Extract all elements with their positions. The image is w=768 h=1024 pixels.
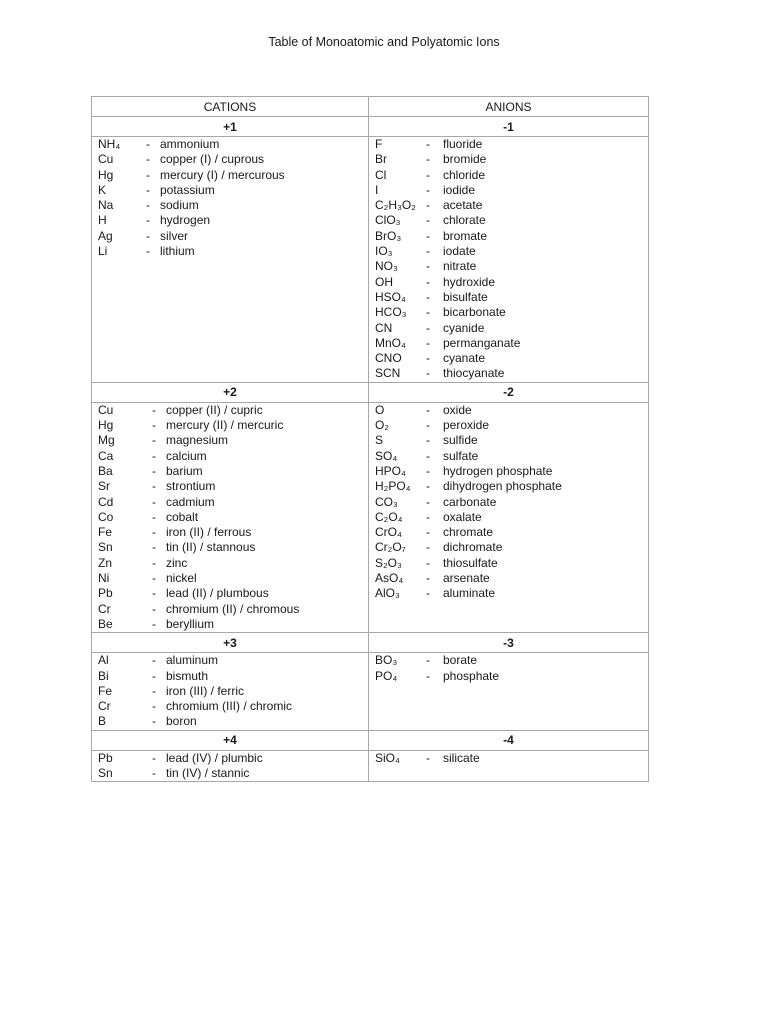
separator-dash: - <box>426 540 430 555</box>
ion-name: ammonium <box>160 137 220 151</box>
anion-entry <box>375 244 642 259</box>
separator-dash: - <box>426 653 430 668</box>
cation-entry <box>98 510 362 525</box>
ion-name: magnesium <box>166 433 229 448</box>
separator-dash: - <box>426 351 430 366</box>
ion-symbol: IO₃ <box>375 244 393 259</box>
cation-entry <box>98 669 362 684</box>
ion-name: fluoride <box>443 137 483 151</box>
separator-dash: - <box>426 509 430 524</box>
separator-dash: - <box>152 525 156 540</box>
ion-name: bisulfate <box>443 289 488 304</box>
anion-entry <box>375 183 642 198</box>
ion-symbol: Cu <box>98 402 114 417</box>
ion-name: bromate <box>443 228 488 243</box>
cation-entry <box>98 403 362 418</box>
ion-symbol: OH <box>375 274 393 289</box>
ion-name: cadmium <box>166 494 215 509</box>
separator-dash: - <box>152 479 156 494</box>
ion-name: silver <box>160 228 189 243</box>
ion-name: boron <box>166 714 197 729</box>
anion-entry <box>375 571 642 586</box>
ion-name: calcium <box>166 448 207 463</box>
ion-symbol: Cl <box>375 167 387 182</box>
anion-list <box>369 402 649 632</box>
ion-name: chlorate <box>443 213 486 228</box>
separator-dash: - <box>152 509 156 524</box>
cation-entry <box>98 213 362 228</box>
ion-name: permanganate <box>443 335 521 350</box>
ion-list-row <box>92 750 649 782</box>
anion-list <box>369 750 649 782</box>
cation-entry <box>98 571 362 586</box>
ion-name: tin (II) / stannous <box>166 540 256 555</box>
ion-name: iodate <box>443 244 476 259</box>
ion-name: hydrogen <box>160 213 211 228</box>
ion-name: zinc <box>166 555 188 570</box>
cation-entry <box>98 168 362 183</box>
ion-name: iron (III) / ferric <box>166 683 245 698</box>
cation-charge-label: +3 <box>92 633 369 653</box>
cation-entry <box>98 433 362 448</box>
anion-entry <box>375 229 642 244</box>
separator-dash: - <box>426 555 430 570</box>
cations-header: CATIONS <box>92 97 369 117</box>
ion-symbol: H <box>98 213 107 228</box>
ion-name: chromate <box>443 525 494 540</box>
ion-name: barium <box>166 463 203 478</box>
ion-symbol: AsO₄ <box>375 571 404 586</box>
charge-row <box>92 730 649 750</box>
separator-dash: - <box>426 137 430 151</box>
ion-symbol: Ba <box>98 463 113 478</box>
anion-entry <box>375 137 642 152</box>
ion-name: peroxide <box>443 418 490 433</box>
ions-table <box>91 96 649 782</box>
separator-dash: - <box>146 244 150 259</box>
ion-name: sulfate <box>443 448 479 463</box>
ion-symbol: S₂O₃ <box>375 555 402 570</box>
anion-entry <box>375 556 642 571</box>
separator-dash: - <box>152 586 156 601</box>
ion-symbol: Cd <box>98 494 114 509</box>
cation-entry <box>98 137 362 152</box>
anion-entry <box>375 351 642 366</box>
separator-dash: - <box>152 714 156 729</box>
ion-symbol: Na <box>98 198 114 213</box>
anion-list <box>369 653 649 730</box>
ion-symbol: Ca <box>98 448 114 463</box>
cation-entry <box>98 229 362 244</box>
ion-symbol: HCO₃ <box>375 305 407 320</box>
ion-symbol: Ni <box>98 571 110 586</box>
anion-entry <box>375 751 642 766</box>
ion-symbol: Pb <box>98 750 113 765</box>
separator-dash: - <box>426 244 430 259</box>
separator-dash: - <box>152 540 156 555</box>
anion-entry <box>375 336 642 351</box>
ion-name: copper (I) / cuprous <box>160 152 265 167</box>
anion-entry <box>375 495 642 510</box>
ion-symbol: O <box>375 402 385 417</box>
anion-charge-label: -3 <box>369 633 649 653</box>
ion-symbol: Zn <box>98 555 113 570</box>
cation-charge-label: +4 <box>92 730 369 750</box>
ion-name: hydroxide <box>443 274 496 289</box>
anion-entry <box>375 464 642 479</box>
ion-symbol: CNO <box>375 351 402 366</box>
cation-entry <box>98 653 362 668</box>
cation-entry <box>98 449 362 464</box>
ion-name: chloride <box>443 167 486 182</box>
separator-dash: - <box>426 668 430 683</box>
ion-symbol: Mg <box>98 433 115 448</box>
separator-dash: - <box>426 463 430 478</box>
ion-symbol: S <box>375 433 384 448</box>
separator-dash: - <box>426 402 430 417</box>
ion-name: sulfide <box>443 433 478 448</box>
ion-name: potassium <box>160 182 215 197</box>
ion-name: thiosulfate <box>443 555 498 570</box>
separator-dash: - <box>152 765 156 780</box>
ion-symbol: Sr <box>98 479 110 494</box>
ion-name: mercury (II) / mercuric <box>166 418 284 433</box>
separator-dash: - <box>152 463 156 478</box>
separator-dash: - <box>146 137 150 151</box>
ion-name: cyanide <box>443 320 485 335</box>
ion-name: bicarbonate <box>443 305 506 320</box>
ion-name: mercury (I) / mercurous <box>160 167 285 182</box>
cation-entry <box>98 684 362 699</box>
ion-symbol: BO₃ <box>375 653 398 668</box>
separator-dash: - <box>426 167 430 182</box>
ion-name: copper (II) / cupric <box>166 402 263 417</box>
anion-entry <box>375 366 642 381</box>
separator-dash: - <box>426 228 430 243</box>
separator-dash: - <box>146 152 150 167</box>
ion-symbol: Cr <box>98 699 111 714</box>
ion-name: beryllium <box>166 616 215 631</box>
ion-symbol: Fe <box>98 525 113 540</box>
separator-dash: - <box>426 152 430 167</box>
ion-symbol: AlO₃ <box>375 586 400 601</box>
ion-name: borate <box>443 653 478 668</box>
ion-symbol: CN <box>375 320 393 335</box>
separator-dash: - <box>152 433 156 448</box>
ion-symbol: Fe <box>98 683 113 698</box>
anion-entry <box>375 669 642 684</box>
anion-entry <box>375 479 642 494</box>
separator-dash: - <box>152 668 156 683</box>
separator-dash: - <box>426 571 430 586</box>
separator-dash: - <box>426 213 430 228</box>
ion-symbol: H₂PO₄ <box>375 479 411 494</box>
cation-charge-label: +1 <box>92 117 369 137</box>
ion-symbol: NO₃ <box>375 259 398 274</box>
ion-name: strontium <box>166 479 216 494</box>
separator-dash: - <box>426 366 430 381</box>
anion-entry <box>375 198 642 213</box>
separator-dash: - <box>426 479 430 494</box>
cation-entry <box>98 152 362 167</box>
charge-row <box>92 382 649 402</box>
separator-dash: - <box>152 601 156 616</box>
ion-symbol: K <box>98 182 107 197</box>
ion-symbol: Hg <box>98 167 114 182</box>
separator-dash: - <box>152 418 156 433</box>
anion-entry <box>375 653 642 668</box>
separator-dash: - <box>152 402 156 417</box>
anion-entry <box>375 433 642 448</box>
separator-dash: - <box>146 167 150 182</box>
ion-symbol: Ag <box>98 228 113 243</box>
separator-dash: - <box>152 653 156 668</box>
ion-symbol: CO₃ <box>375 494 398 509</box>
ion-name: chromium (II) / chromous <box>166 601 300 616</box>
cation-list <box>92 137 369 383</box>
cation-entry <box>98 602 362 617</box>
separator-dash: - <box>152 683 156 698</box>
anion-charge-label: -2 <box>369 382 649 402</box>
separator-dash: - <box>426 259 430 274</box>
ion-name: phosphate <box>443 668 500 683</box>
ion-symbol: SCN <box>375 366 401 381</box>
separator-dash: - <box>426 750 430 765</box>
ion-name: cyanate <box>443 351 486 366</box>
ion-name: sodium <box>160 198 199 213</box>
ion-symbol: Li <box>98 244 108 259</box>
ion-symbol: CrO₄ <box>375 525 402 540</box>
anions-header: ANIONS <box>369 97 649 117</box>
anion-entry <box>375 321 642 336</box>
separator-dash: - <box>146 213 150 228</box>
separator-dash: - <box>426 525 430 540</box>
cation-list <box>92 653 369 730</box>
ion-name: bromide <box>443 152 487 167</box>
anion-entry <box>375 525 642 540</box>
anion-list <box>369 137 649 383</box>
cation-entry <box>98 617 362 632</box>
ion-symbol: Cr <box>98 601 111 616</box>
ion-symbol: Sn <box>98 765 113 780</box>
cation-entry <box>98 714 362 729</box>
anion-charge-label: -1 <box>369 117 649 137</box>
ion-symbol: Al <box>98 653 109 668</box>
cation-entry <box>98 699 362 714</box>
ion-symbol: PO₄ <box>375 668 398 683</box>
ion-symbol: Sn <box>98 540 113 555</box>
ion-name: acetate <box>443 198 483 213</box>
ion-symbol: Pb <box>98 586 113 601</box>
ion-symbol: HPO₄ <box>375 463 406 478</box>
charge-row <box>92 117 649 137</box>
separator-dash: - <box>426 182 430 197</box>
ion-name: arsenate <box>443 571 490 586</box>
ion-symbol: Br <box>375 152 387 167</box>
ion-symbol: I <box>375 182 379 197</box>
ion-list-row <box>92 402 649 632</box>
anion-entry <box>375 290 642 305</box>
ion-list-row <box>92 653 649 730</box>
ion-symbol: O₂ <box>375 418 389 433</box>
ion-name: nitrate <box>443 259 477 274</box>
separator-dash: - <box>146 182 150 197</box>
anion-entry <box>375 168 642 183</box>
anion-entry <box>375 213 642 228</box>
separator-dash: - <box>426 289 430 304</box>
cation-charge-label: +2 <box>92 382 369 402</box>
ion-name: dichromate <box>443 540 503 555</box>
anion-entry <box>375 418 642 433</box>
ion-symbol: HSO₄ <box>375 289 406 304</box>
ion-name: dihydrogen phosphate <box>443 479 562 494</box>
cation-entry <box>98 751 362 766</box>
charge-row <box>92 633 649 653</box>
anion-entry <box>375 540 642 555</box>
ion-symbol: NH₄ <box>98 137 121 151</box>
ion-symbol: BrO₃ <box>375 228 402 243</box>
ion-symbol: SiO₄ <box>375 750 400 765</box>
cation-entry <box>98 495 362 510</box>
cation-entry <box>98 464 362 479</box>
ion-symbol: B <box>98 714 107 729</box>
cation-list <box>92 402 369 632</box>
separator-dash: - <box>146 198 150 213</box>
separator-dash: - <box>426 305 430 320</box>
ion-name: bismuth <box>166 668 209 683</box>
separator-dash: - <box>152 616 156 631</box>
ion-symbol: Cu <box>98 152 114 167</box>
cation-entry <box>98 556 362 571</box>
separator-dash: - <box>426 586 430 601</box>
ion-symbol: C₂H₃O₂ <box>375 198 416 213</box>
table-body <box>92 117 649 782</box>
cation-entry <box>98 586 362 601</box>
ion-name: lead (IV) / plumbic <box>166 750 263 765</box>
anion-entry <box>375 586 642 601</box>
ion-symbol: F <box>375 137 383 151</box>
separator-dash: - <box>426 418 430 433</box>
cation-entry <box>98 540 362 555</box>
ion-name: chromium (III) / chromic <box>166 699 293 714</box>
separator-dash: - <box>152 571 156 586</box>
cation-entry <box>98 198 362 213</box>
separator-dash: - <box>152 555 156 570</box>
cation-entry <box>98 183 362 198</box>
anion-entry <box>375 152 642 167</box>
page-title: Table of Monoatomic and Polyatomic Ions <box>268 35 500 49</box>
ion-name: aluminum <box>166 653 219 668</box>
anion-entry <box>375 510 642 525</box>
ion-symbol: MnO₄ <box>375 335 406 350</box>
ion-symbol: Bi <box>98 668 109 683</box>
separator-dash: - <box>426 448 430 463</box>
separator-dash: - <box>152 699 156 714</box>
cation-entry <box>98 479 362 494</box>
ion-name: oxide <box>443 402 472 417</box>
ion-symbol: Hg <box>98 418 114 433</box>
ion-name: carbonate <box>443 494 497 509</box>
anion-entry <box>375 403 642 418</box>
ion-name: lead (II) / plumbous <box>166 586 269 601</box>
ion-symbol: Cr₂O₇ <box>375 540 406 555</box>
header-row <box>92 97 649 117</box>
ion-name: lithium <box>160 244 195 259</box>
separator-dash: - <box>152 494 156 509</box>
ion-name: cobalt <box>166 509 199 524</box>
ion-symbol: Be <box>98 616 113 631</box>
anion-entry <box>375 449 642 464</box>
cation-list <box>92 750 369 782</box>
ion-name: tin (IV) / stannic <box>166 765 250 780</box>
ion-name: thiocyanate <box>443 366 505 381</box>
cation-entry <box>98 525 362 540</box>
ion-symbol: C₂O₄ <box>375 509 403 524</box>
separator-dash: - <box>152 448 156 463</box>
anion-entry <box>375 259 642 274</box>
anion-charge-label: -4 <box>369 730 649 750</box>
ion-name: oxalate <box>443 509 482 524</box>
ion-symbol: Co <box>98 509 114 524</box>
separator-dash: - <box>146 228 150 243</box>
separator-dash: - <box>426 320 430 335</box>
separator-dash: - <box>426 433 430 448</box>
cation-entry <box>98 418 362 433</box>
ion-name: iodide <box>443 182 476 197</box>
ion-name: hydrogen phosphate <box>443 463 553 478</box>
ion-symbol: ClO₃ <box>375 213 401 228</box>
anion-entry <box>375 275 642 290</box>
ion-name: iron (II) / ferrous <box>166 525 252 540</box>
ion-name: silicate <box>443 750 480 765</box>
separator-dash: - <box>426 335 430 350</box>
separator-dash: - <box>426 198 430 213</box>
separator-dash: - <box>152 750 156 765</box>
ion-name: nickel <box>166 571 197 586</box>
ion-symbol: SO₄ <box>375 448 398 463</box>
cation-entry <box>98 766 362 781</box>
cation-entry <box>98 244 362 259</box>
ion-name: aluminate <box>443 586 496 601</box>
separator-dash: - <box>426 494 430 509</box>
ion-list-row <box>92 137 649 383</box>
separator-dash: - <box>426 274 430 289</box>
anion-entry <box>375 305 642 320</box>
